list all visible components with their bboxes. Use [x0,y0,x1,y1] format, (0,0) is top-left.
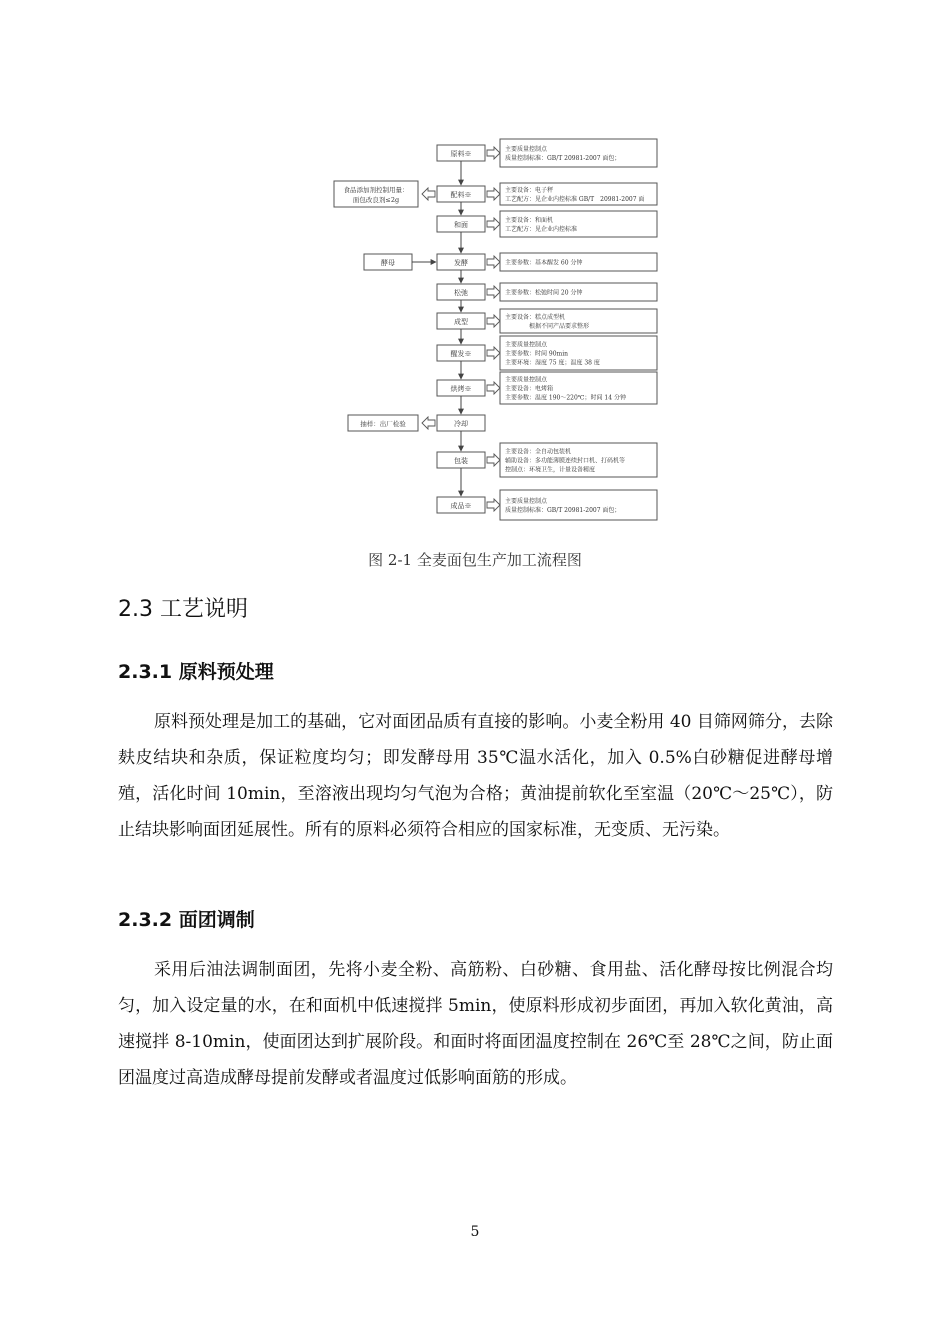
page-number: 5 [470,1224,480,1240]
step-note-line: 主要质量控制点 [505,498,548,505]
flow-step [437,283,657,312]
step-note-line: 主要参数：基本醒发 60 分钟 [505,259,583,267]
flow-step [437,415,485,451]
step-label: 松弛 [454,289,468,297]
additive-note-line: 食品添加剂控制用量： [343,186,409,194]
subsection-title-preprocessing: 2.3.1 原料预处理 [118,661,274,683]
flow-step [437,372,657,414]
step-note-line: 主要质量控制点 [505,341,548,349]
process-flowchart [330,132,662,527]
step-label: 包装 [454,457,468,465]
additive-note-line: 面包改良剂≤2g [352,196,400,204]
sampling-label: 抽样：出厂检验 [360,420,406,428]
step-label: 烘烤※ [450,385,472,393]
step-label: 冷却 [454,420,468,428]
step-note-line: 主要设备：全自动包装机 [505,448,572,456]
step-note-line: 主要设备：和面机 [505,217,554,224]
flow-step [437,443,657,496]
step-note-box [500,490,657,520]
step-label: 原料※ [450,150,472,158]
step-note-line: 主要参数：温度 190～220℃；时间 14 分钟 [505,394,626,402]
note-arrow [487,382,500,394]
step-note-line: 质量控制标准：GB/T 20981-2007 面包； [505,507,621,514]
note-arrow [487,147,500,159]
note-arrow [487,315,500,327]
step-label: 和面 [454,221,468,229]
paragraph-dough: 采用后油法调制面团，先将小麦全粉、高筋粉、白砂糖、食用盐、活化酵母按比例混合均匀，加入设定量的水，在和面机中低速搅拌 5min，使原料形成初步面团，再加入软化黄油，高速搅拌 8-10min，使面团达到扩展阶段。和面时将面团温度控制在 26℃至 28℃之间，防止面团温度过高造成酵母提前发酵或者温度过低影响面筋的形成。 [118,960,833,1088]
flow-step [437,211,657,253]
note-arrow [487,188,500,200]
flow-step [437,490,657,520]
yeast-label: 酵母 [381,259,395,267]
step-note-line: 主要设备：电烤箱 [505,385,554,393]
note-arrow [487,454,500,466]
subsection-title-dough: 2.3.2 面团调制 [118,909,255,931]
note-arrow [487,218,500,230]
note-arrow [487,347,500,359]
step-label: 醒发※ [450,350,472,358]
step-note-line: 控制点：环境卫生，计量设备精度 [505,466,596,474]
step-note-line: 主要设备：糕点成型机 [505,314,566,321]
step-label: 配料※ [450,191,472,199]
step-note-line: 主要质量控制点 [505,376,548,384]
step-label: 成型 [454,318,468,326]
section-title: 2.3 工艺说明 [118,597,248,622]
note-arrow [487,499,500,511]
step-note-line: 主要参数：时间 90min [505,350,569,358]
paragraph-preprocessing: 原料预处理是加工的基础，它对面团品质有直接的影响。小麦全粉用 40 目筛网筛分，去除麸皮结块和杂质，保证粒度均匀；即发酵母用 35℃温水活化，加入 0.5%白砂糖促进酵母增殖，活化时间 10min，至溶液出现均匀气泡为合格；黄油提前软化至室温（20℃～25℃），防止结块影响面团延展性。所有的原料必须符合相应的国家标准，无变质、无污染。 [118,712,833,840]
flow-step [437,183,657,215]
step-note-line: 主要参数：松弛时间 20 分钟 [505,289,583,297]
step-note-line: 工艺配方：见企业内控标准 GB/T 20981-2007 面 [505,196,645,203]
figure-caption: 图 2-1 全麦面包生产加工流程图 [368,551,582,569]
note-arrow [487,256,500,268]
step-label: 发酵 [454,259,468,267]
step-note-box [500,211,657,237]
step-note-line: 质量控制标准：GB/T 20981-2007 面包； [505,155,621,162]
sampling-arrow [422,417,435,429]
step-note-box [500,139,657,167]
note-arrow [487,286,500,298]
step-note-line: 根据不同产品要求整形 [505,323,590,330]
flow-step [437,139,657,185]
step-note-line: 主要质量控制点 [505,146,548,153]
additive-arrow [422,188,435,200]
step-note-line: 辅助设备：多功能薄膜连续封口机、打码机等 [505,457,626,465]
step-note-line: 主要环境：湿度 75 度；温度 38 度 [505,359,600,367]
step-note-line: 主要设备：电子秤 [505,187,554,194]
flow-step [437,253,657,283]
step-label: 成品※ [450,502,472,510]
step-note-line: 工艺配方：见企业内控标准 [505,226,578,233]
